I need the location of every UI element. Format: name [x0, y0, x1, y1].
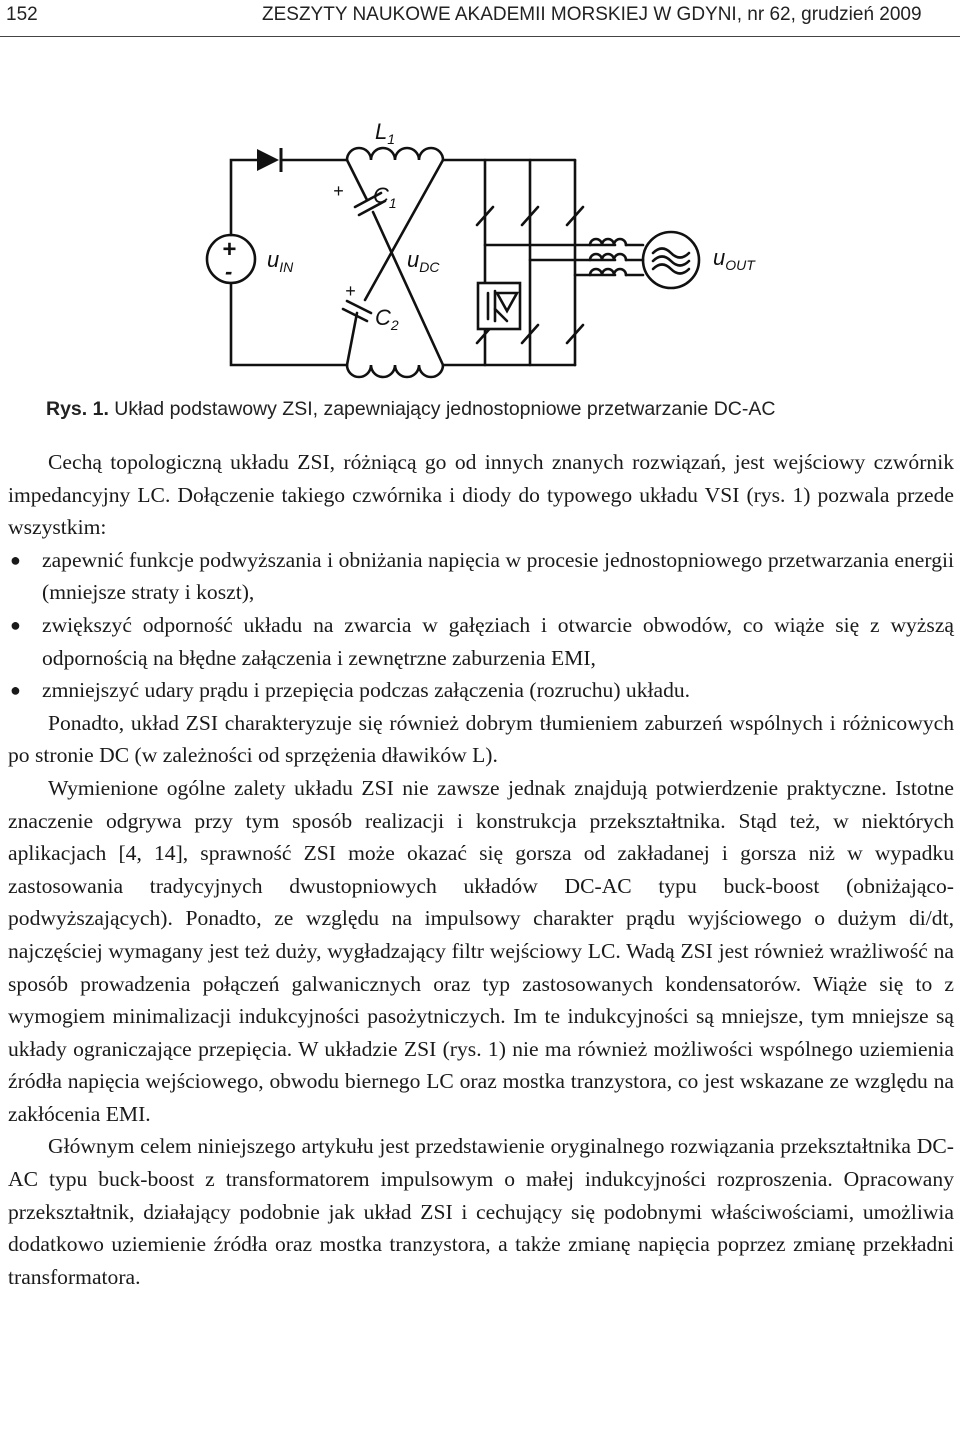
capacitor-C2-plate-a [347, 301, 371, 313]
bullet-marker: ● [10, 549, 21, 570]
bullet-item [8, 674, 954, 707]
wire-left-bottom [231, 283, 347, 365]
page-number: 152 [6, 4, 38, 25]
wire-cross-2b [347, 313, 357, 365]
bullet-item-text: zwiększyć odporność układu na zwarcia w gałęziach i otwarcie obwodów, co wiąże się z wyższą odpornością na błędne załączenia i zewnętrzne zaburzenia EMI, [42, 612, 954, 670]
label-C2-plus: + [345, 281, 356, 301]
caption-label: Rys. 1. [46, 398, 109, 420]
source-plus-sign: + [222, 236, 237, 263]
paragraph-2: Ponadto, układ ZSI charakteryzuje się również dobrym tłumieniem zaburzeń wspólnych i różnicowych po stronie DC (w zależności od sprzężenia dławików L). [8, 710, 954, 768]
caption-text: Układ podstawowy ZSI, zapewniający jednostopniowe przetwarzanie DC-AC [108, 398, 776, 420]
label-uOUT: $u_{OUT}$ [713, 245, 755, 273]
journal-title: ZESZYTY NAUKOWE AKADEMII MORSKIEJ W GDYNI, nr 62, grudzień 2009 [262, 4, 922, 25]
page-header [0, 0, 960, 38]
wire-left-top [231, 160, 257, 235]
label-L1: $L_1$ [375, 119, 396, 147]
bullet-marker: ● [10, 614, 21, 635]
body-text [8, 446, 954, 1293]
zsi-circuit-diagram [195, 115, 785, 400]
wire-cross-1b [373, 212, 443, 365]
wire-cross-1a [347, 160, 367, 200]
bullet-list [8, 544, 954, 707]
bullet-marker: ● [10, 680, 21, 701]
source-minus-sign: - [225, 259, 233, 284]
igbt-frame [478, 283, 520, 329]
inductor-L2 [347, 365, 443, 377]
label-uDC: $u_{DC}$ [407, 247, 440, 275]
circuit-figure [195, 115, 785, 400]
bullet-item-text: zmniejszyć udary prądu i przepięcia podczas załączenia (rozruchu) układu. [42, 678, 691, 703]
bullet-item [8, 544, 954, 609]
inductor-L1 [347, 148, 443, 160]
label-C1-plus: + [333, 181, 344, 201]
paragraph-4: Głównym celem niniejszego artykułu jest przedstawienie oryginalnego rozwiązania przekształtnika DC-AC typu buck-boost z transformatorem impulsowym o małej indukcyjności rozproszenia. Opracowany przekształtnik, działający podobnie jak układ ZSI i cechujący się podobnymi właściwościami, umożliwia dodatkowo uziemienie źródła oraz mostka tranzystora, a także zmianę napięcia poprzez zmianę przekładni transformatora. [8, 1134, 954, 1289]
bullet-item [8, 609, 954, 674]
figure-caption [46, 398, 946, 421]
bullet-item-text: zapewnić funkcje podwyższania i obniżania napięcia w procesie jednostopniowego przetwarzania energii (mniejsze straty i koszt), [42, 547, 954, 605]
input-diode-symbol [257, 149, 279, 171]
paragraph-3: Wymienione ogólne zalety układu ZSI nie zawsze jednak znajdują potwierdzenie praktyczne. Istotne znaczenie odgrywa przy tym sposób realizacji i konstrukcja przekształtnika. Stąd też, w niektórych aplikacjach [4, 14], sprawność ZSI może okazać się gorsza od zakładanej i gorsza niż w wypadku zastosowania tradycyjnych dwustopniowych układów DC-AC typu buck-boost (obniżająco-podwyższających). Ponadto, ze względu na impulsowy charakter prądu wyjściowego o dużym di/dt, najczęściej wymagany jest też duży, wygładzający filtr wejściowy LC. Wadą ZSI jest również wrażliwość na sposób prowadzenia połączeń galwanicznych oraz typ zastosowanych kondensatorów. Wiąże się to z wymogiem minimalizacji indukcyjności pasożytniczych. Im te indukcyjności są mniejsze, tym mniejsze są układy ograniczające przepięcia. W układzie ZSI (rys. 1) nie ma również możliwości wspólnego uziemienia źródła napięcia wejściowego, obwodu biernego LC oraz mostka tranzystora, co jest wskazane ze względu na zakłócenia EMI. [8, 775, 954, 1126]
header-rule [0, 36, 960, 37]
label-C2: $C_2$ [375, 305, 399, 333]
label-C1: $C_1$ [373, 183, 397, 211]
label-uIN: $u_{IN}$ [267, 247, 294, 275]
paragraph-1: Cechą topologiczną układu ZSI, różniącą go od innych znanych rozwiązań, jest wejściowy czwórnik impedancyjny LC. Dołączenie takiego czwórnika i diody do typowego układu VSI (rys. 1) pozwala przede wszystkim: [8, 450, 954, 540]
